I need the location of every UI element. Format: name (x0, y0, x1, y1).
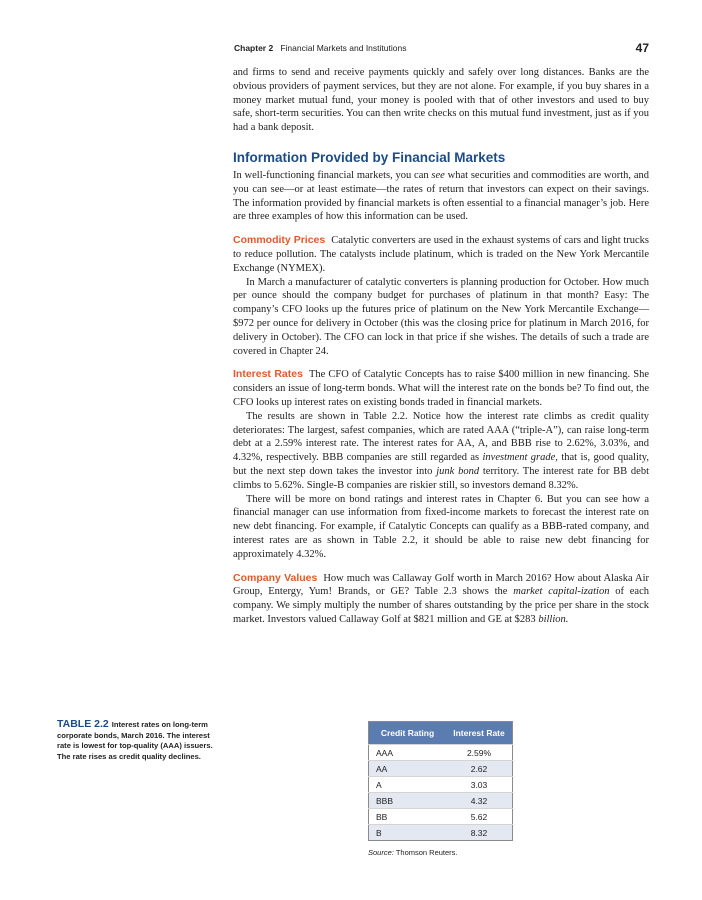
investment-grade-term: investment grade, (482, 452, 558, 464)
rate-cell: 4.32 (446, 793, 513, 809)
interest-paragraph-3: There will be more on bond ratings and interest rates in Chapter 6. But you can see how a financial manager can use information from fixed-income markets to forecast the interest rate on new debt financing. For example, if Catalytic Concepts can qualify as a BBB-rated company, and interest rates are as shown in Table 2.2, it should be able to raise new debt financing for approximately 4.32%. (233, 493, 649, 560)
interest-paragraph (233, 368, 649, 409)
rates-table (368, 721, 513, 841)
rates-table-container (368, 721, 513, 857)
rate-cell: 2.59% (446, 745, 513, 761)
rate-cell: 3.03 (446, 777, 513, 793)
header-credit-rating: Credit Rating (369, 722, 447, 745)
table-row (369, 809, 513, 825)
body-text (233, 66, 649, 627)
interest-lead: Interest Rates (233, 368, 303, 381)
company-text-a: How much was Callaway Golf worth in March 2016? How about Alaska Air Group, Entergy, Yum! Brands, or GE? Table 2.3 shows the (233, 572, 650, 598)
info-paragraph (233, 169, 649, 224)
source-label: Source: (368, 848, 394, 857)
rate-cell: 5.62 (446, 809, 513, 825)
section-heading: Information Provided by Financial Markets (233, 149, 506, 165)
table-source (368, 848, 513, 857)
commodity-lead: Commodity Prices (233, 234, 326, 247)
commodity-paragraph-2: In March a manufacturer of catalytic converters is planning production for October. How much per ounce should the company budget for purchases of platinum in that month? Easy: The company’s CFO looks up the futures price of platinum on the New York Mercantile Exchange—$972 per ounce for delivery in October (this was the closing price for platinum in March 2016, for delivery in October). The CFO can lock in that price if she wishes. The details of such a trade are covered in Chapter 24. (233, 276, 649, 357)
rating-cell: AAA (369, 745, 447, 761)
table-row (369, 745, 513, 761)
interest-paragraph-2 (233, 410, 649, 493)
company-paragraph (233, 572, 649, 627)
rating-cell: A (369, 777, 447, 793)
billion-term: billion. (538, 613, 569, 625)
rating-cell: AA (369, 761, 447, 777)
source-text: Thomson Reuters. (395, 848, 458, 857)
interest-text: The CFO of Catalytic Concepts has to raise $400 million in new financing. She considers an issue of long-term bonds. What will the interest rate on the bonds be? To find out, the CFO looks up interest rates on existing bonds traded in financial markets. (233, 369, 649, 408)
chapter-heading (234, 43, 406, 53)
page-number: 47 (635, 41, 649, 55)
interest-text-a: The results are shown in Table 2.2. Notice how the interest rate climbs as credit quality deteriorates: The largest, safest companies, which are rated AAA (“triple-A”), can raise long-term debt at a 2.59% interest rate. The interest rates for AA, A, and BBB rise to 2.62%, 3.03%, and 4.32%, respectively. BBB companies are still regarded as (233, 410, 649, 464)
rate-cell: 8.32 (446, 825, 513, 841)
commodity-text: Catalytic converters are used in the exhaust systems of cars and light trucks to reduce pollution. The catalysts include platinum, which is traded on the New York Mercantile Exchange (NYMEX). (233, 235, 649, 274)
commodity-paragraph (233, 234, 649, 275)
interest-text-b: that is, good quality, but the next step down takes the investor into (233, 452, 649, 477)
table-row (369, 777, 513, 793)
table-header-row (369, 722, 513, 745)
intro-paragraph: and firms to send and receive payments quickly and safely over long distances. Banks are the obvious providers of payment services, but they are not alone. For example, if you buy shares in a money market mutual fund, your money is pooled with that of other investors and used to buy safe, short-term securities. You can then write checks on this mutual fund investment, just as if you had a bank deposit. (233, 67, 649, 134)
rate-cell: 2.62 (446, 761, 513, 777)
info-text-b: what securities and commodities are worth, and you can see—or at least estimate—the rates of return that investors can expect on their savings. The information provided by financial markets is often essential to a financial manager’s job. Here are three examples of how this information can be used. (233, 169, 649, 223)
rating-cell: BBB (369, 793, 447, 809)
running-header (234, 41, 649, 57)
info-text-a: In well-functioning financial markets, you can (233, 169, 432, 181)
header-interest-rate: Interest Rate (446, 722, 513, 745)
interest-text-c: territory. The interest rate for BB debt climbs to 5.62%. Single-B companies are riskier still, so investors demand 8.32%. (233, 465, 650, 491)
info-text-em: see (431, 169, 445, 181)
rating-cell: B (369, 825, 447, 841)
market-cap-term: market capital-ization (513, 586, 610, 598)
table-caption (57, 719, 217, 762)
company-text-b: of each company. We simply multiply the number of shares outstanding by the price per share in the stock market. Investors valued Callaway Golf at $821 million and GE at $283 (233, 586, 650, 625)
table-row (369, 825, 513, 841)
table-row (369, 793, 513, 809)
table-row (369, 761, 513, 777)
chapter-title: Financial Markets and Institutions (280, 43, 407, 53)
table-label: TABLE 2.2 (57, 718, 109, 730)
junk-bond-term: junk bond (436, 465, 480, 477)
company-lead: Company Values (233, 571, 318, 584)
table-caption-text: Interest rates on long-term corporate bonds, March 2016. The interest rate is lowest for top-quality (AAA) issuers. The rate rises as credit quality declines. (57, 720, 213, 761)
rating-cell: BB (369, 809, 447, 825)
chapter-label: Chapter 2 (234, 43, 274, 53)
